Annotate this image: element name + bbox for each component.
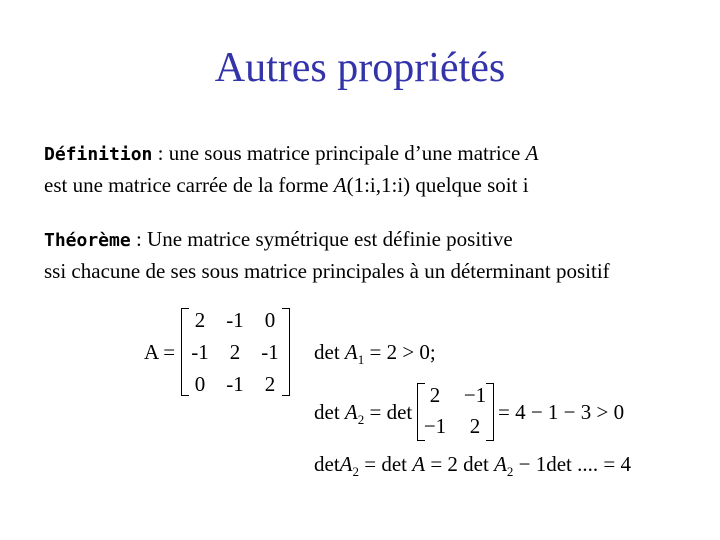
det-a1-rest: = 2 > 0; <box>364 340 436 364</box>
det-a2-cell: −1 <box>423 414 447 438</box>
matrix-name-text: A <box>144 340 159 364</box>
definition-var-1: A <box>525 141 539 165</box>
matrix-cell: 2 <box>194 308 206 332</box>
det-a2-cell: 2 <box>469 414 481 438</box>
matrix-cell: 2 <box>229 340 241 364</box>
definition-var-2: A <box>333 173 347 197</box>
det-a-sub: 2 <box>352 464 359 480</box>
definition-text-1: une sous matrice principale d’une matrice <box>168 141 526 165</box>
det-a2-cell: −1 <box>463 383 487 407</box>
definition-sep: : <box>152 141 169 165</box>
definition-line-1 <box>44 138 538 170</box>
det-a2-var: A <box>344 400 358 424</box>
definition-text-2b: (1:i,1:i) quelque soit i <box>346 173 529 197</box>
det-a2-line <box>314 400 412 428</box>
matrix-cell: 2 <box>264 372 276 396</box>
det-a1-label: det <box>314 340 345 364</box>
det-a-var: A <box>339 452 353 476</box>
det-a2-label: det <box>314 400 345 424</box>
det-a1-line <box>314 340 436 368</box>
matrix-cell: -1 <box>261 340 279 364</box>
det-a1-sub: 1 <box>357 352 365 368</box>
det-a-sub-3: 2 <box>506 464 514 480</box>
definition-label: Définition <box>44 144 153 165</box>
det-a-mid-2: = 2 det <box>425 452 495 476</box>
matrix-name <box>144 340 175 365</box>
det-a-mid: = det <box>358 452 413 476</box>
matrix-eq: = <box>163 340 176 364</box>
matrix-cell: 0 <box>264 308 276 332</box>
det-a2-rest: = 4 − 1 − 3 > 0 <box>498 400 625 424</box>
definition-text-2a: est une matrice carrée de la forme <box>44 173 334 197</box>
theorem-block <box>44 224 610 286</box>
det-a2-sub: 2 <box>357 412 365 428</box>
det-a-label: det <box>314 452 340 476</box>
theorem-line-1 <box>44 224 610 256</box>
det-a-line <box>314 452 631 480</box>
slide-title: Autres propriétés <box>214 45 506 91</box>
theorem-line-2: ssi chacune de ses sous matrice principales à un déterminant positif <box>44 259 610 283</box>
matrix-cell: -1 <box>191 340 209 364</box>
det-a2-cell: 2 <box>429 383 441 407</box>
theorem-sep: : <box>130 227 148 251</box>
det-a-var-3: A <box>494 452 507 476</box>
definition-line-2 <box>44 170 538 200</box>
det-a2-eq: = det <box>364 400 413 424</box>
det-a-var-2: A <box>412 452 426 476</box>
matrix-cell: -1 <box>226 372 244 396</box>
theorem-label: Théorème <box>44 230 131 251</box>
det-a-rest: − 1det .... = 4 <box>513 452 631 476</box>
theorem-text-1: Une matrice symétrique est définie positive <box>147 227 513 251</box>
definition-block <box>44 138 538 200</box>
matrix-cell: -1 <box>226 308 244 332</box>
det-a1-var: A <box>344 340 358 364</box>
matrix-cell: 0 <box>194 372 206 396</box>
